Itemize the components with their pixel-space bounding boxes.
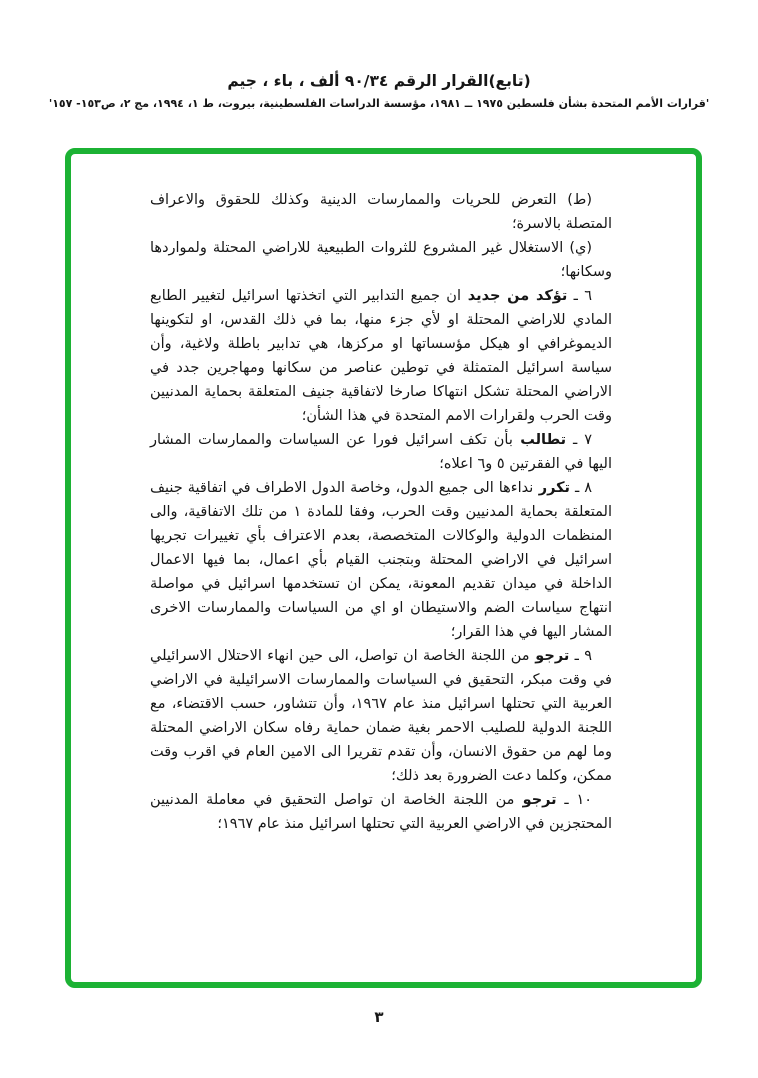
page-title: (تابع)القرار الرقم ٩٠/٣٤ ألف ، باء ، جيم	[227, 72, 531, 90]
body-paragraph: ٧ ـ تطالب بأن تكف اسرائيل فورا عن السياسات والممارسات المشار اليها في الفقرتين ٥ و٦ اعلاه؛	[150, 432, 612, 472]
paragraph-lead-word: تكرر	[533, 480, 570, 496]
body-paragraph: ١٠ ـ ترجو من اللجنة الخاصة ان تواصل التحقيق في معاملة المدنيين المحتجزين في الاراضي العربية التي تحتلها اسرائيل منذ عام ١٩٦٧؛	[150, 792, 612, 832]
body-paragraph: ٦ ـ تؤكد من جديد ان جميع التدابير التي اتخذتها اسرائيل لتغيير الطابع المادي للاراضي المحتلة او لأي جزء منها، بما في ذلك القدس، او لتكوينها الديموغرافي او هيكل مؤسساتها او مركزها، هي تدابير باطلة ولاغية، وأن سياسة اسرائيل المتمثلة في توطين عناصر من سكانها ومهاجرين جدد في الاراضي المحتلة تشكل انتهاكا صارخا لاتفاقية جنيف المتعلقة بحماية المدنيين وقت الحرب ولقرارات الامم المتحدة في هذا الشأن؛	[150, 288, 612, 424]
paragraph-marker: ٩ ـ	[569, 648, 592, 664]
resolution-text	[150, 188, 612, 836]
green-frame	[65, 148, 702, 988]
paragraph-marker: (ي)	[563, 240, 592, 256]
paragraph-marker: ٦ ـ	[567, 288, 592, 304]
body-paragraph: ٨ ـ تكرر نداءها الى جميع الدول، وخاصة الدول الاطراف في اتفاقية جنيف المتعلقة بحماية المدنيين وقت الحرب، وفقا للمادة ١ من تلك الاتفاقية، والى المنظمات الدولية والوكالات المتخصصة، بعدم الاعتراف بأي تغييرات تجريها اسرائيل في الاراضي المحتلة وبتجنب القيام بأي اعمال، بما فيها الاعمال الداخلة في ميدان تقديم المعونة، يمكن ان تستخدمها اسرائيل في مواصلة انتهاج سياسات الضم والاستيطان او اي من السياسات والممارسات الاخرى المشار اليها في هذا القرار؛	[150, 480, 612, 640]
body-paragraph: ٩ ـ ترجو من اللجنة الخاصة ان تواصل، الى حين انهاء الاحتلال الاسرائيلي في وقت مبكر، التحقيق في السياسات والممارسات الاسرائيلية في الاراضي العربية التي تحتلها اسرائيل منذ عام ١٩٦٧، وأن تتشاور، حسب الاقتضاء، مع اللجنة الدولية للصليب الاحمر بغية ضمان حماية رفاه سكان الاراضي المحتلة وما لهم من حقوق الانسان، وأن تقدم تقريرا الى الامين العام في اقرب وقت ممكن، وكلما دعت الضرورة بعد ذلك؛	[150, 648, 613, 784]
document-header	[0, 72, 758, 110]
paragraph-marker: ٧ ـ	[566, 432, 592, 448]
citation-line: 'قرارات الأمم المتحدة بشأن فلسطين ١٩٧٥ ــ ١٩٨١، مؤسسة الدراسات الفلسطينية، بيروت، ط ١، ١٩٩٤، مج ٢، ص١٥٣- ١٥٧'	[48, 97, 710, 110]
paragraph-lead-word: ترجو	[529, 648, 570, 664]
paragraph-lead-word: تطالب	[512, 432, 567, 448]
paragraph-lead-word: ترجو	[514, 792, 557, 808]
paragraph-marker: ١٠ ـ	[556, 792, 593, 808]
paragraph-marker: (ط)	[556, 192, 592, 208]
paragraph-marker: ٨ ـ	[569, 480, 593, 496]
paragraph-lead-word: تؤكد من جديد	[460, 288, 568, 304]
page-number: ٣	[374, 1008, 384, 1026]
body-paragraph: (ط) التعرض للحريات والممارسات الدينية وكذلك للحقوق والاعراف المتصلة بالاسرة؛	[150, 192, 612, 232]
body-paragraph: (ي) الاستغلال غير المشروع للثروات الطبيعية للاراضي المحتلة ولمواردها وسكانها؛	[150, 240, 612, 280]
